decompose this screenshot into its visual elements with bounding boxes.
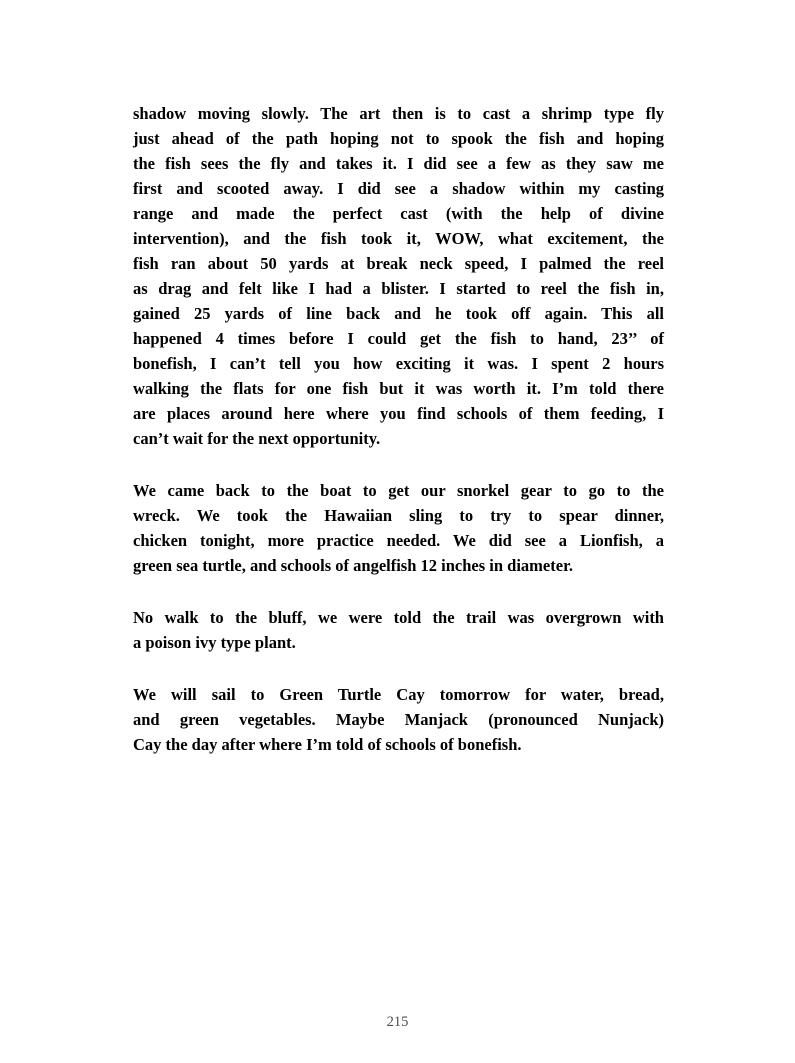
paragraph-4 — [133, 682, 664, 757]
paragraph-3 — [133, 605, 664, 655]
text-line: chicken tonight, more practice needed. We did see a Lionfish, a — [133, 531, 664, 550]
text-line: the fish sees the fly and takes it. I did see a few as they saw me — [133, 154, 664, 173]
text-line: happened 4 times before I could get the fish to hand, 23’’ of — [133, 329, 664, 348]
paragraph-2 — [133, 478, 664, 578]
body-text — [133, 101, 664, 784]
text-line: can’t wait for the next opportunity. — [133, 429, 381, 448]
text-line: fish ran about 50 yards at break neck speed, I palmed the reel — [133, 254, 664, 273]
text-line: intervention), and the fish took it, WOW, what excitement, the — [133, 229, 664, 248]
text-line: are places around here where you find schools of them feeding, I — [133, 404, 664, 423]
text-line: Cay the day after where I’m told of schools of bonefish. — [133, 735, 522, 754]
text-line: range and made the perfect cast (with the help of divine — [133, 204, 664, 223]
text-line: gained 25 yards of line back and he took off again. This all — [133, 304, 664, 323]
text-line: a poison ivy type plant. — [133, 633, 296, 652]
paragraph-1 — [133, 101, 664, 451]
text-line: first and scooted away. I did see a shadow within my casting — [133, 179, 664, 198]
text-line: We will sail to Green Turtle Cay tomorrow for water, bread, — [133, 685, 664, 704]
text-line: and green vegetables. Maybe Manjack (pronounced Nunjack) — [133, 710, 664, 729]
text-line: just ahead of the path hoping not to spook the fish and hoping — [133, 129, 664, 148]
text-line: green sea turtle, and schools of angelfish 12 inches in diameter. — [133, 556, 573, 575]
text-line: shadow moving slowly. The art then is to cast a shrimp type fly — [133, 104, 664, 123]
text-line: No walk to the bluff, we were told the trail was overgrown with — [133, 608, 664, 627]
text-line: We came back to the boat to get our snorkel gear to go to the — [133, 481, 664, 500]
text-line: walking the flats for one fish but it was worth it. I’m told there — [133, 379, 664, 398]
text-line: bonefish, I can’t tell you how exciting it was. I spent 2 hours — [133, 354, 664, 373]
text-line: as drag and felt like I had a blister. I started to reel the fish in, — [133, 279, 664, 298]
page-number: 215 — [386, 1014, 409, 1030]
text-line: wreck. We took the Hawaiian sling to try to spear dinner, — [133, 506, 664, 525]
